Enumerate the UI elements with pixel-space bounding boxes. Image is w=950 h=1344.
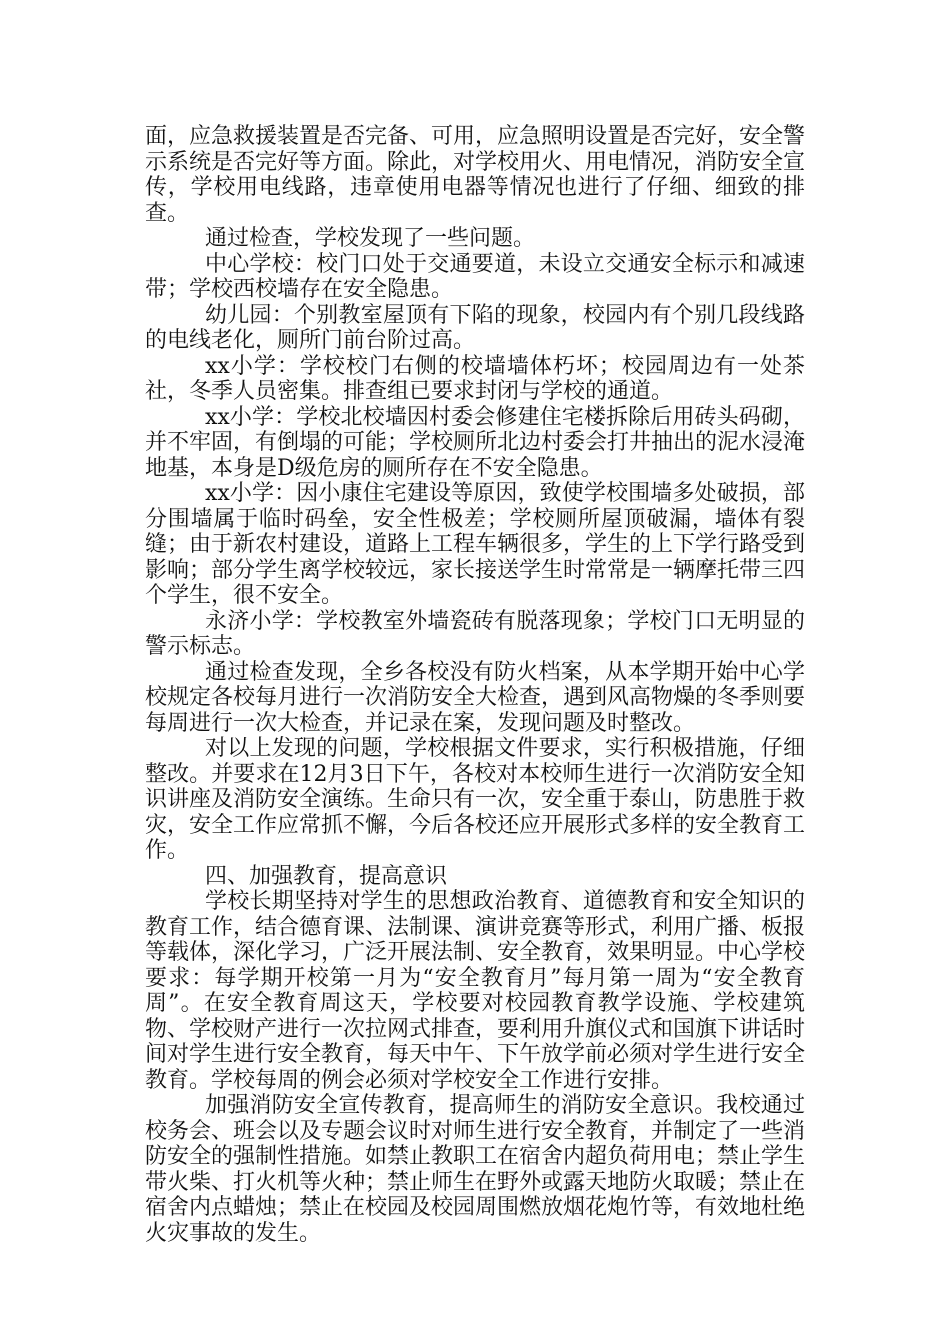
paragraph-1: 面，应急救援装置是否完备、可用，应急照明设置是否完好，安全警示系统是否完好等方面。除此，对学校用火、用电情况，消防安全宣传，学校用电线路，违章使用电器等情况也进行了仔细、细致的排查。 [145,124,806,226]
document-body [145,124,805,1246]
paragraph-13: 加强消防安全宣传教育，提高师生的消防安全意识。我校通过校务会、班会以及专题会议时对师生进行安全教育，并制定了一些消防安全的强制性措施。如禁止教职工在宿舍内超负荷用电；禁止学生带火柴、打火机等火种；禁止师生在野外或露天地防火取暖；禁止在宿舍内点蜡烛；禁止在校园及校园周围燃放烟花炮竹等，有效地杜绝火灾事故的发生。 [145,1093,806,1246]
paragraph-3: 中心学校：校门口处于交通要道，未设立交通安全标示和减速带；学校西校墙存在安全隐患。 [145,251,805,302]
paragraph-5: xx小学：学校校门右侧的校墙墙体朽坏；校园周边有一处茶社，冬季人员密集。排查组已要求封闭与学校的通道。 [145,353,805,404]
paragraph-2: 通过检查，学校发现了一些问题。 [205,226,536,251]
paragraph-6: xx小学：学校北校墙因村委会修建住宅楼拆除后用砖头码砌，并不牢固，有倒塌的可能；学校厕所北边村委会打井抽出的泥水浸淹地基，本身是D级危房的厕所存在不安全隐患。 [145,404,806,481]
paragraph-8: 永济小学：学校教室外墙瓷砖有脱落现象；学校门口无明显的警示标志。 [145,608,805,659]
paragraph-7: xx小学：因小康住宅建设等原因，致使学校围墙多处破损，部分围墙属于临时码垒，安全性极差；学校厕所屋顶破漏，墙体有裂缝；由于新农村建设，道路上工程车辆很多，学生的上下学行路受到影响；部分学生离学校较远，家长接送学生时常常是一辆摩托带三四个学生，很不安全。 [145,481,806,608]
paragraph-10: 对以上发现的问题，学校根据文件要求，实行积极措施，仔细整改。并要求在12月3日下午，各校对本校师生进行一次消防安全知识讲座及消防安全演练。生命只有一次，安全重于泰山，防患胜于救灾，安全工作应常抓不懈，今后各校还应开展形式多样的安全教育工作。 [145,736,806,863]
paragraph-12: 学校长期坚持对学生的思想政治教育、道德教育和安全知识的教育工作，结合德育课、法制课、演讲竞赛等形式，利用广播、板报等载体，深化学习，广泛开展法制、安全教育，效果明显。中心学校要求：每学期开校第一月为“安全教育月”每月第一周为“安全教育周”。在安全教育周这天，学校要对校园教育教学设施、学校建筑物、学校财产进行一次拉网式排查，要利用升旗仪式和国旗下讲话时间对学生进行安全教育，每天中午、下午放学前必须对学生进行安全教育。学校每周的例会必须对学校安全工作进行安排。 [145,889,806,1093]
paragraph-4: 幼儿园：个别教室屋顶有下陷的现象，校园内有个别几段线路的电线老化，厕所门前台阶过高。 [145,302,805,353]
section-heading: 四、加强教育，提高意识 [205,863,448,889]
paragraph-9: 通过检查发现，全乡各校没有防火档案，从本学期开始中心学校规定各校每月进行一次消防安全大检查，遇到风高物燥的冬季则要每周进行一次大检查，并记录在案，发现问题及时整改。 [145,659,806,736]
